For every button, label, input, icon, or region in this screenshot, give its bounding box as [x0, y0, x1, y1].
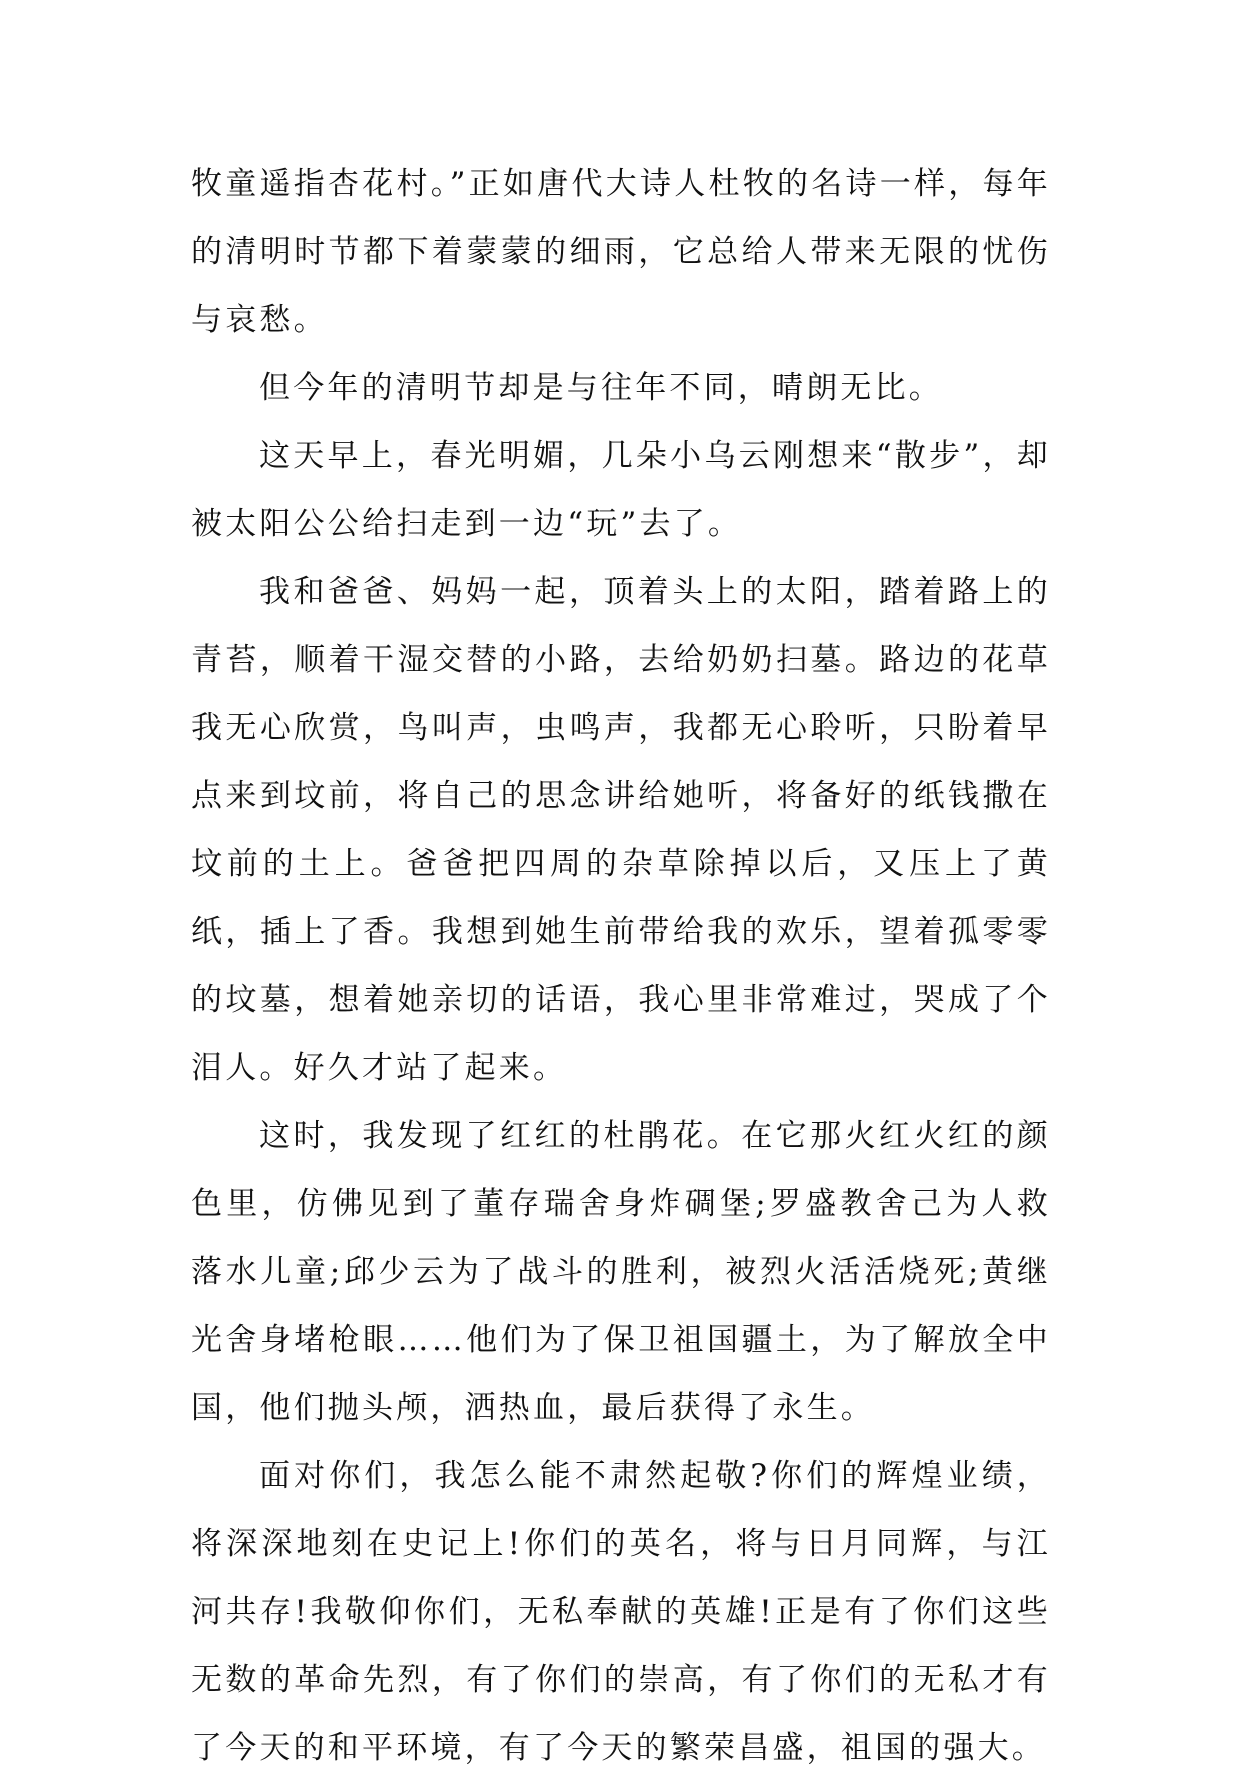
paragraph: 但今年的清明节却是与往年不同，晴朗无比。 [259, 370, 943, 406]
paragraph-continuation: 牧童遥指杏花村。”正如唐代大诗人杜牧的名诗一样，每年的清明时节都下着蒙蒙的细雨，它总给人带来无限的忧伤与哀愁。 [191, 166, 1051, 338]
paragraph: 这时，我发现了红红的杜鹃花。在它那火红火红的颜色里，仿佛见到了董存瑞舍身炸碉堡;罗盛教舍己为人救落水儿童;邱少云为了战斗的胜利，被烈火活活烧死;黄继光舍身堵枪眼……他们为了保卫祖国疆土，为了解放全中国，他们抛头颅，洒热血，最后获得了永生。 [191, 1118, 1051, 1426]
document-body [191, 150, 1051, 1782]
paragraph: 我和爸爸、妈妈一起，顶着头上的太阳，踏着路上的青苔，顺着干湿交替的小路，去给奶奶扫墓。路边的花草我无心欣赏，鸟叫声，虫鸣声，我都无心聆听，只盼着早点来到坟前，将自己的思念讲给她听，将备好的纸钱撒在坟前的土上。爸爸把四周的杂草除掉以后，又压上了黄纸，插上了香。我想到她生前带给我的欢乐，望着孤零零的坟墓，想着她亲切的话语，我心里非常难过，哭成了个泪人。好久才站了起来。 [191, 574, 1051, 1086]
paragraph: 面对你们，我怎么能不肃然起敬?你们的辉煌业绩，将深深地刻在史记上!你们的英名，将与日月同辉，与江河共存!我敬仰你们，无私奉献的英雄!正是有了你们这些无数的革命先烈，有了你们的崇高，有了你们的无私才有了今天的和平环境，有了今天的繁荣昌盛，祖国的强大。 [191, 1458, 1051, 1766]
paragraph: 这天早上，春光明媚，几朵小乌云刚想来“散步”，却被太阳公公给扫走到一边“玩”去了。 [191, 438, 1051, 542]
